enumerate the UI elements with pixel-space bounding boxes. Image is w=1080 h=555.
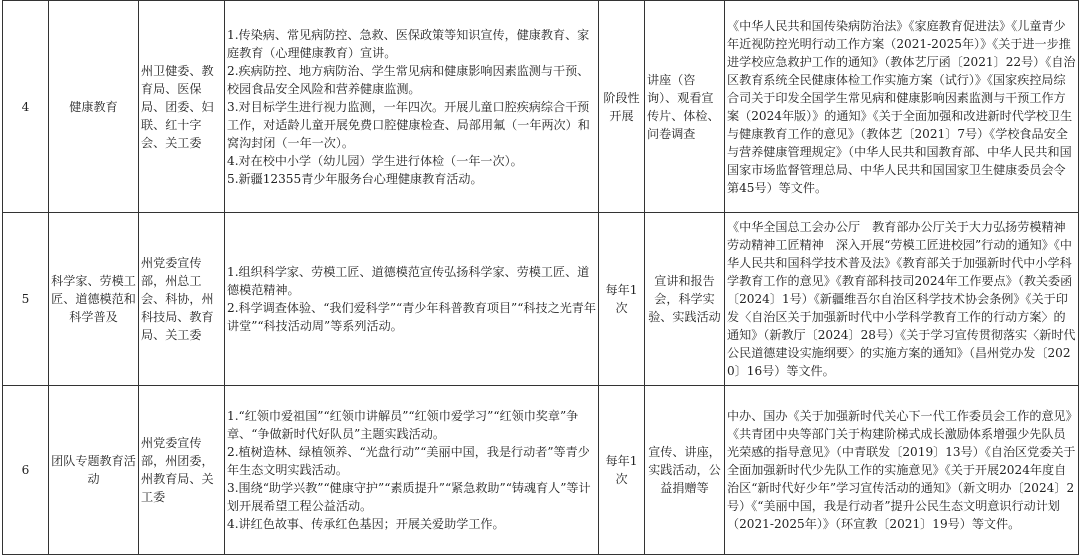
activity-content: [225, 1, 599, 213]
policy-basis: 《中华全国总工会办公厅 教育部办公厅关于大力弘扬劳模精神劳动精神工匠精神 深入开展“劳模工匠进校园”行动的通知》《中华人民共和国科学技术普及法》《教育部关于加强新时代中小学科学教育工作的意见》《教育部科技司2024年工作要点》（教关委函〔2024〕1号）《新疆维吾尔自治区科学技术协会条例》《关于印发〈自治区关于加强新时代中小学科学教育工作的行动方案〉的通知》（新教厅〔2024〕28号）《关于学习宣传贯彻落实〈新时代公民道德建设实施纲要〉的实施方案的通知》（昌州党办发〔2020〕16号）等文件。: [725, 213, 1079, 386]
policy-basis: 中办、国办《关于加强新时代关心下一代工作委员会工作的意见》《共青团中央等部门关于构建阶梯式成长激励体系增强少先队员光荣感的指导意见》（中青联发〔2019〕13号）《自治区党委关于全面加强新时代少先队工作的实施意见》《关于开展2024年度自治区“新时代好少年”学习宣传活动的通知》（新文明办〔2024〕2号）《“美丽中国，我是行动者”提升公民生态文明意识行动计划（2021-2025年）》（环宣教〔2021〕19号）等文件。: [725, 386, 1079, 555]
content-item: 4.讲红色故事、传承红色基因；开展关爱助学工作。: [227, 517, 505, 531]
frequency: 阶段性开展: [599, 1, 645, 213]
table-row: [3, 386, 1079, 555]
content-item: 1.传染病、常见病防控、急救、医保政策等知识宣传，健康教育、家庭教育（心理健康教育）宣讲。: [227, 27, 590, 60]
responsible-departments: 州党委宣传部，州团委，州教育局、关工委: [139, 386, 225, 555]
project-name: 团队专题教育活动: [49, 386, 139, 555]
table-row: [3, 1, 1079, 213]
activity-content: [225, 386, 599, 555]
content-item: 4.对在校中小学（幼儿园）学生进行体检（一年一次）。: [227, 153, 523, 168]
responsible-departments: 州卫健委、教育局、医保局、团委、妇联、红十字会、关工委: [139, 1, 225, 213]
content-item: 3.对目标学生进行视力监测，一年四次。开展儿童口腔疾病综合干预工作，对适龄儿童开展免费口腔健康检查、局部用氟（一年两次）和窝沟封闭（一年一次）。: [227, 99, 590, 150]
activity-form: 宣传、讲座，实践活动，公益捐赠等: [645, 386, 725, 555]
responsible-departments: 州党委宣传部，州总工会、科协，州科技局、教育局、关工委: [139, 213, 225, 386]
content-item: 1.组织科学家、劳模工匠、道德模范宣传弘扬科学家、劳模工匠、道德模范精神。: [227, 265, 590, 297]
content-item: 2.疾病防控、地方病防治、学生常见病和健康影响因素监测与干预、校园食品安全风险和营养健康监测。: [227, 63, 590, 96]
content-item: 2.科学调查体验、“我们爱科学”“青少年科普教育项目”“科技之光青年讲堂”“科技活动周”等系列活动。: [227, 301, 596, 333]
project-name: 健康教育: [49, 1, 139, 213]
content-item: 5.新疆12355青少年服务台心理健康教育活动。: [227, 171, 483, 186]
project-name: 科学家、劳模工匠、道德模范和科学普及: [49, 213, 139, 386]
content-item: 1.“红领巾爱祖国”“红领巾讲解员”“红领巾爱学习”“红领巾奖章”争章、“争做新时代好队员”主题实践活动。: [227, 409, 579, 441]
policy-basis: 《中华人民共和国传染病防治法》《家庭教育促进法》《儿童青少年近视防控光明行动工作方案（2021-2025年）》《关于进一步推进学校应急救护工作的通知》（教体艺厅函〔2021〕22号）《自治区教育系统全民健康体检工作实施方案（试行）》《国家疾控局综合司关于印发全国学生常见病和健康影响因素监测与干预工作方案（2024年版）》的通知》《关于全面加强和改进新时代学校卫生与健康教育工作的意见》（教体艺〔2021〕7号）《学校食品安全与营养健康管理规定》（中华人民共和国教育部、中华人民共和国国家市场监督管理总局、中华人民共和国国家卫生健康委员会令第45号）等文件。: [725, 1, 1079, 213]
activity-form: 宣讲和报告会，科学实验、实践活动: [645, 213, 725, 386]
content-item: 2.植树造林、绿植领养、“光盘行动”“美丽中国，我是行动者”等青少年生态文明实践活动。: [227, 445, 590, 477]
policy-table: [2, 0, 1079, 555]
activity-form: 讲座（咨询）、观看宣传片、体检、问卷调查: [645, 1, 725, 213]
row-number: 4: [3, 1, 49, 213]
frequency: 每年1次: [599, 213, 645, 386]
frequency: 每年1次: [599, 386, 645, 555]
content-item: 3.围绕“助学兴教”“健康守护”“素质提升”“紧急救助”“铸魂育人”等计划开展希望工程公益活动。: [227, 481, 591, 513]
activity-content: [225, 213, 599, 386]
row-number: 5: [3, 213, 49, 386]
row-number: 6: [3, 386, 49, 555]
table-row: [3, 213, 1079, 386]
